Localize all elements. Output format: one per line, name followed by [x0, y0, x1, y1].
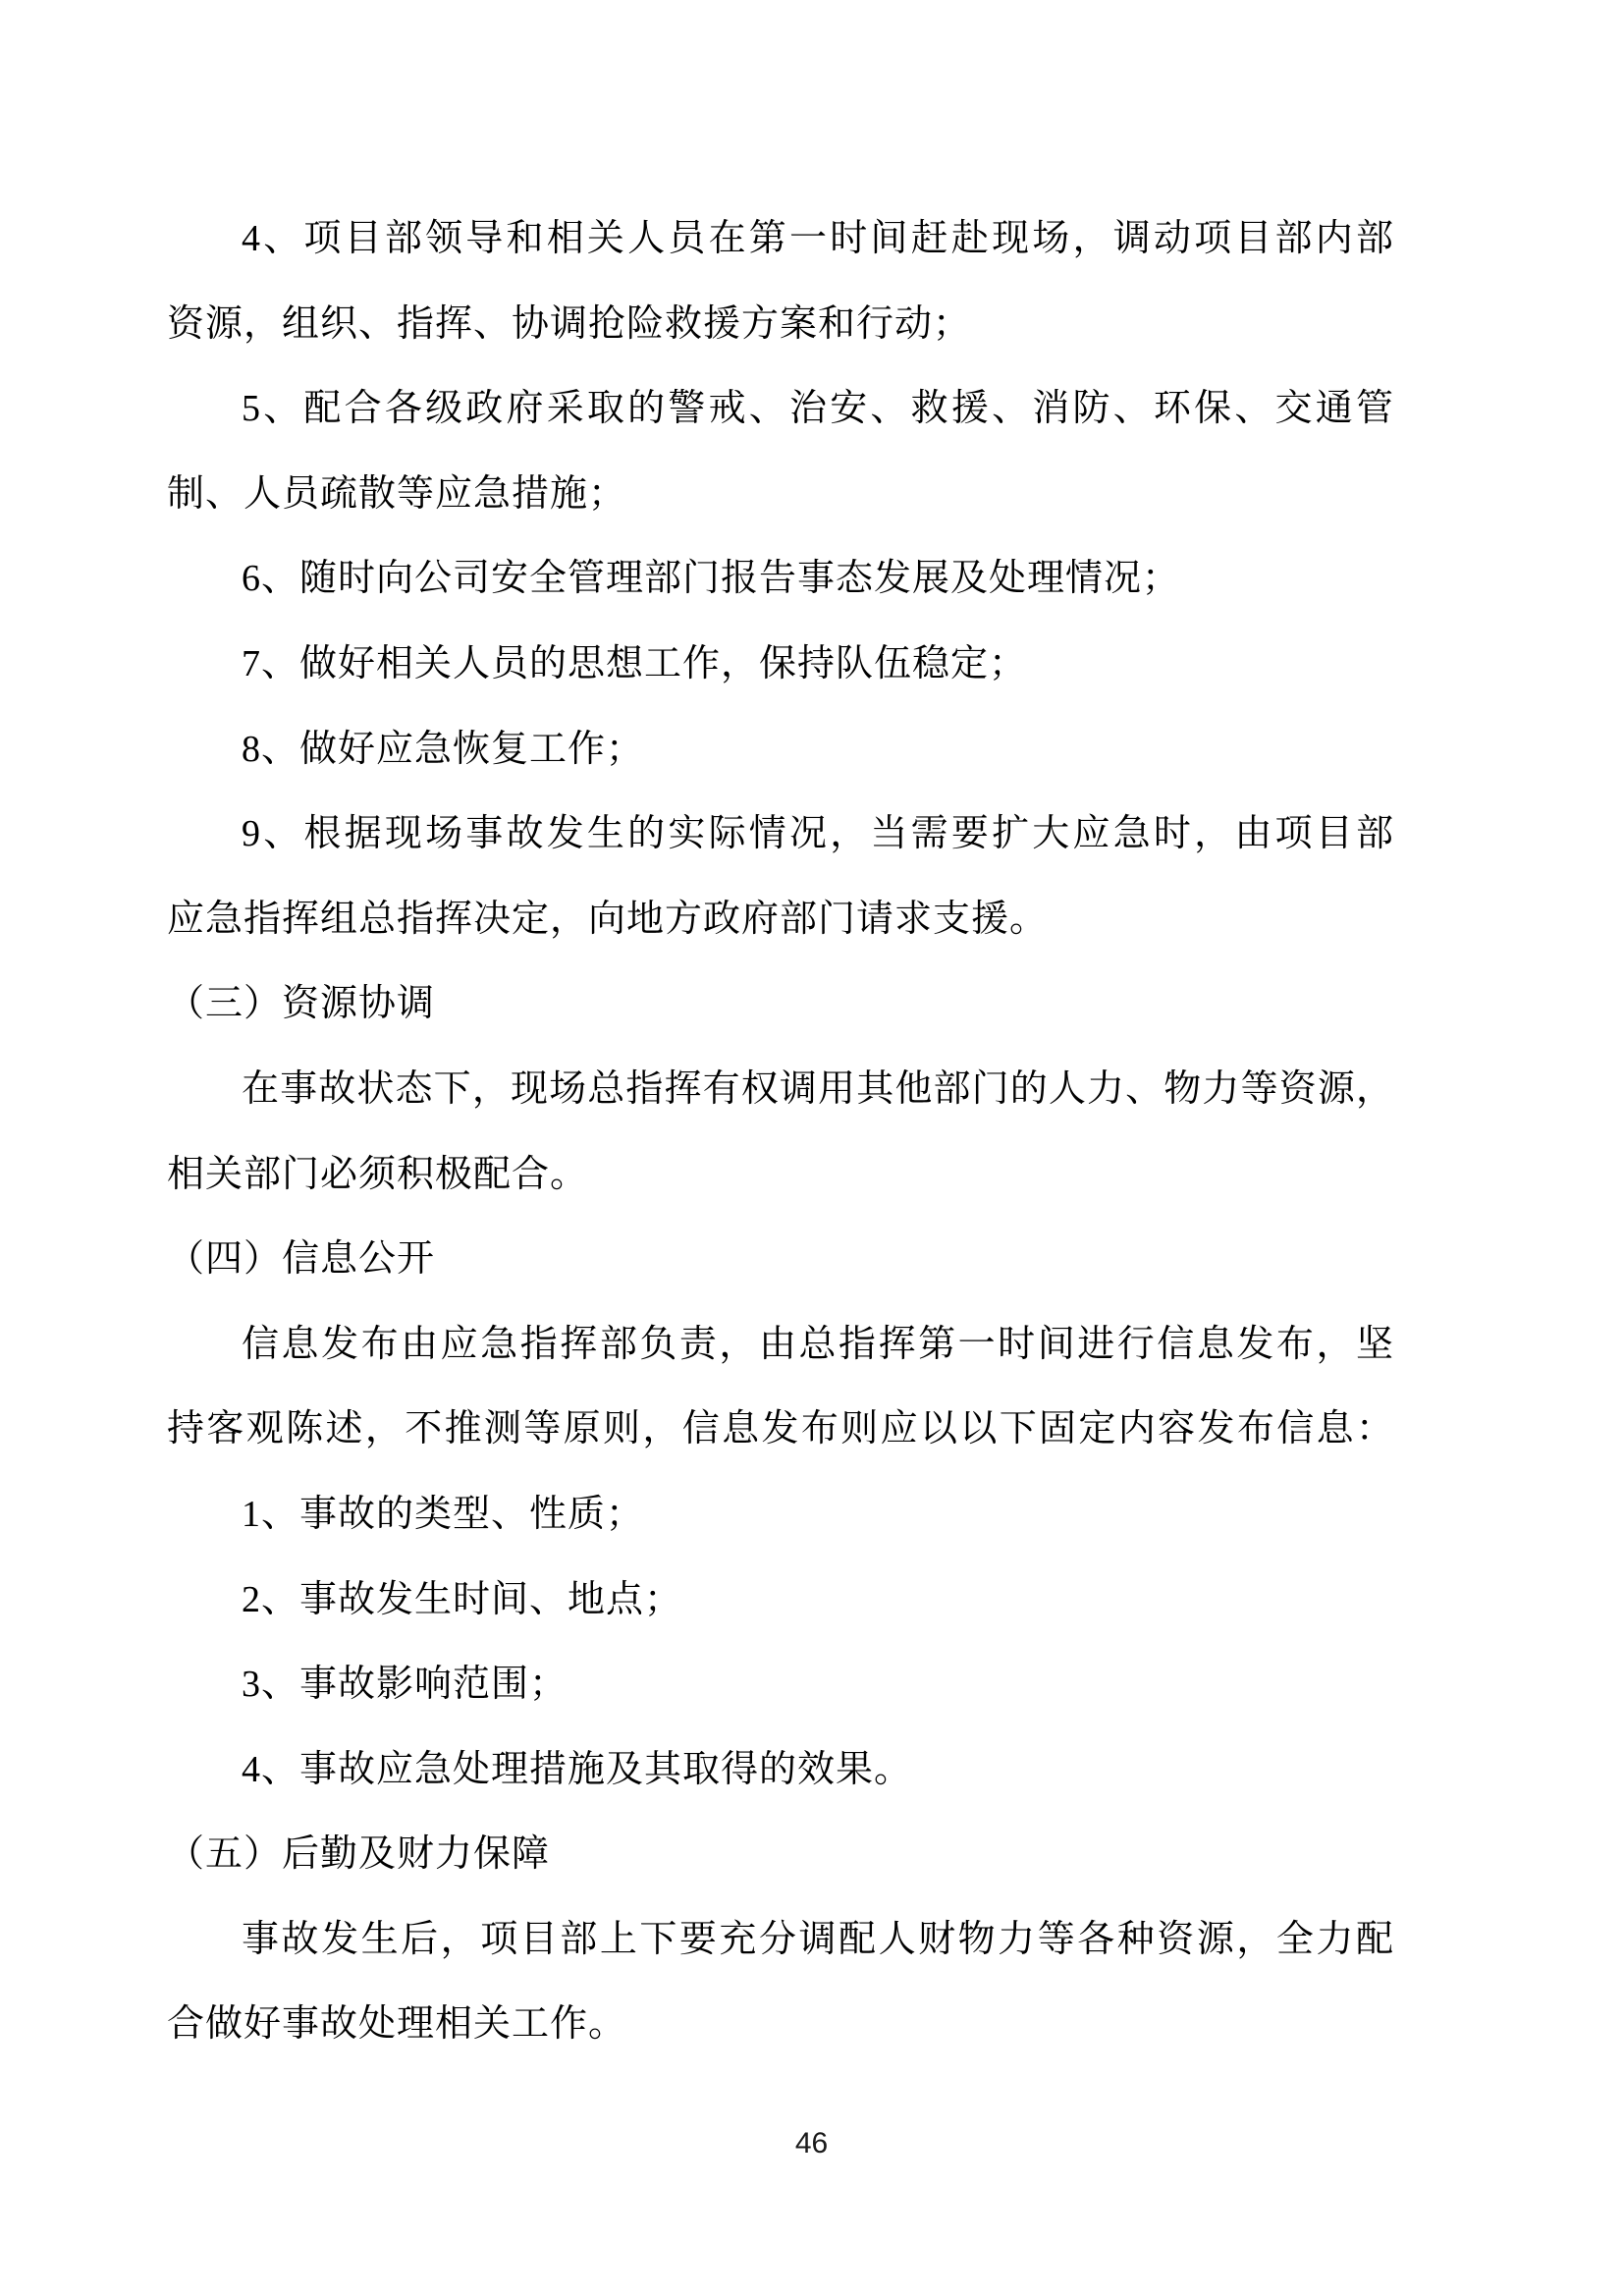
- text-line-5: 6、随时向公司安全管理部门报告事态发展及处理情况；: [242, 558, 1181, 600]
- text-line-15: 持客观陈述，不推测等原则，信息发布则应以以下固定内容发布信息：: [167, 1408, 1394, 1450]
- section-heading-3: （三）资源协调: [167, 983, 436, 1025]
- text-line-3: 5、配合各级政府采取的警戒、治安、救援、消防、环保、交通管: [242, 388, 1394, 430]
- section-heading-4: （四）信息公开: [167, 1238, 436, 1281]
- text-line-1: 4、项目部领导和相关人员在第一时间赶赴现场，调动项目部内部: [242, 218, 1394, 259]
- document-body: [167, 196, 1394, 2067]
- text-line-17: 2、事故发生时间、地点；: [242, 1578, 683, 1620]
- text-line-21: 事故发生后，项目部上下要充分调配人财物力等各种资源，全力配: [242, 1918, 1394, 1960]
- text-line-18: 3、事故影响范围；: [242, 1664, 568, 1706]
- section-heading-5: （五）后勤及财力保障: [167, 1833, 551, 1876]
- text-line-7: 8、做好应急恢复工作；: [242, 728, 645, 770]
- text-line-4: 制、人员疏散等应急措施；: [167, 472, 627, 515]
- text-line-8: 9、根据现场事故发生的实际情况，当需要扩大应急时，由项目部: [242, 813, 1394, 855]
- text-line-12: 相关部门必须积极配合。: [167, 1153, 589, 1195]
- text-line-6: 7、做好相关人员的思想工作，保持队伍稳定；: [242, 642, 1028, 684]
- text-line-22: 合做好事故处理相关工作。: [167, 2003, 627, 2046]
- text-line-16: 1、事故的类型、性质；: [242, 1493, 645, 1535]
- text-line-2: 资源，组织、指挥、协调抢险救援方案和行动；: [167, 302, 972, 345]
- text-line-19: 4、事故应急处理措施及其取得的效果。: [242, 1748, 913, 1790]
- page-number: 46: [794, 2127, 829, 2159]
- text-line-9: 应急指挥组总指挥决定，向地方政府部门请求支援。: [167, 898, 1049, 940]
- text-line-11: 在事故状态下，现场总指挥有权调用其他部门的人力、物力等资源，: [242, 1067, 1394, 1110]
- text-line-14: 信息发布由应急指挥部负责，由总指挥第一时间进行信息发布，坚: [242, 1323, 1394, 1365]
